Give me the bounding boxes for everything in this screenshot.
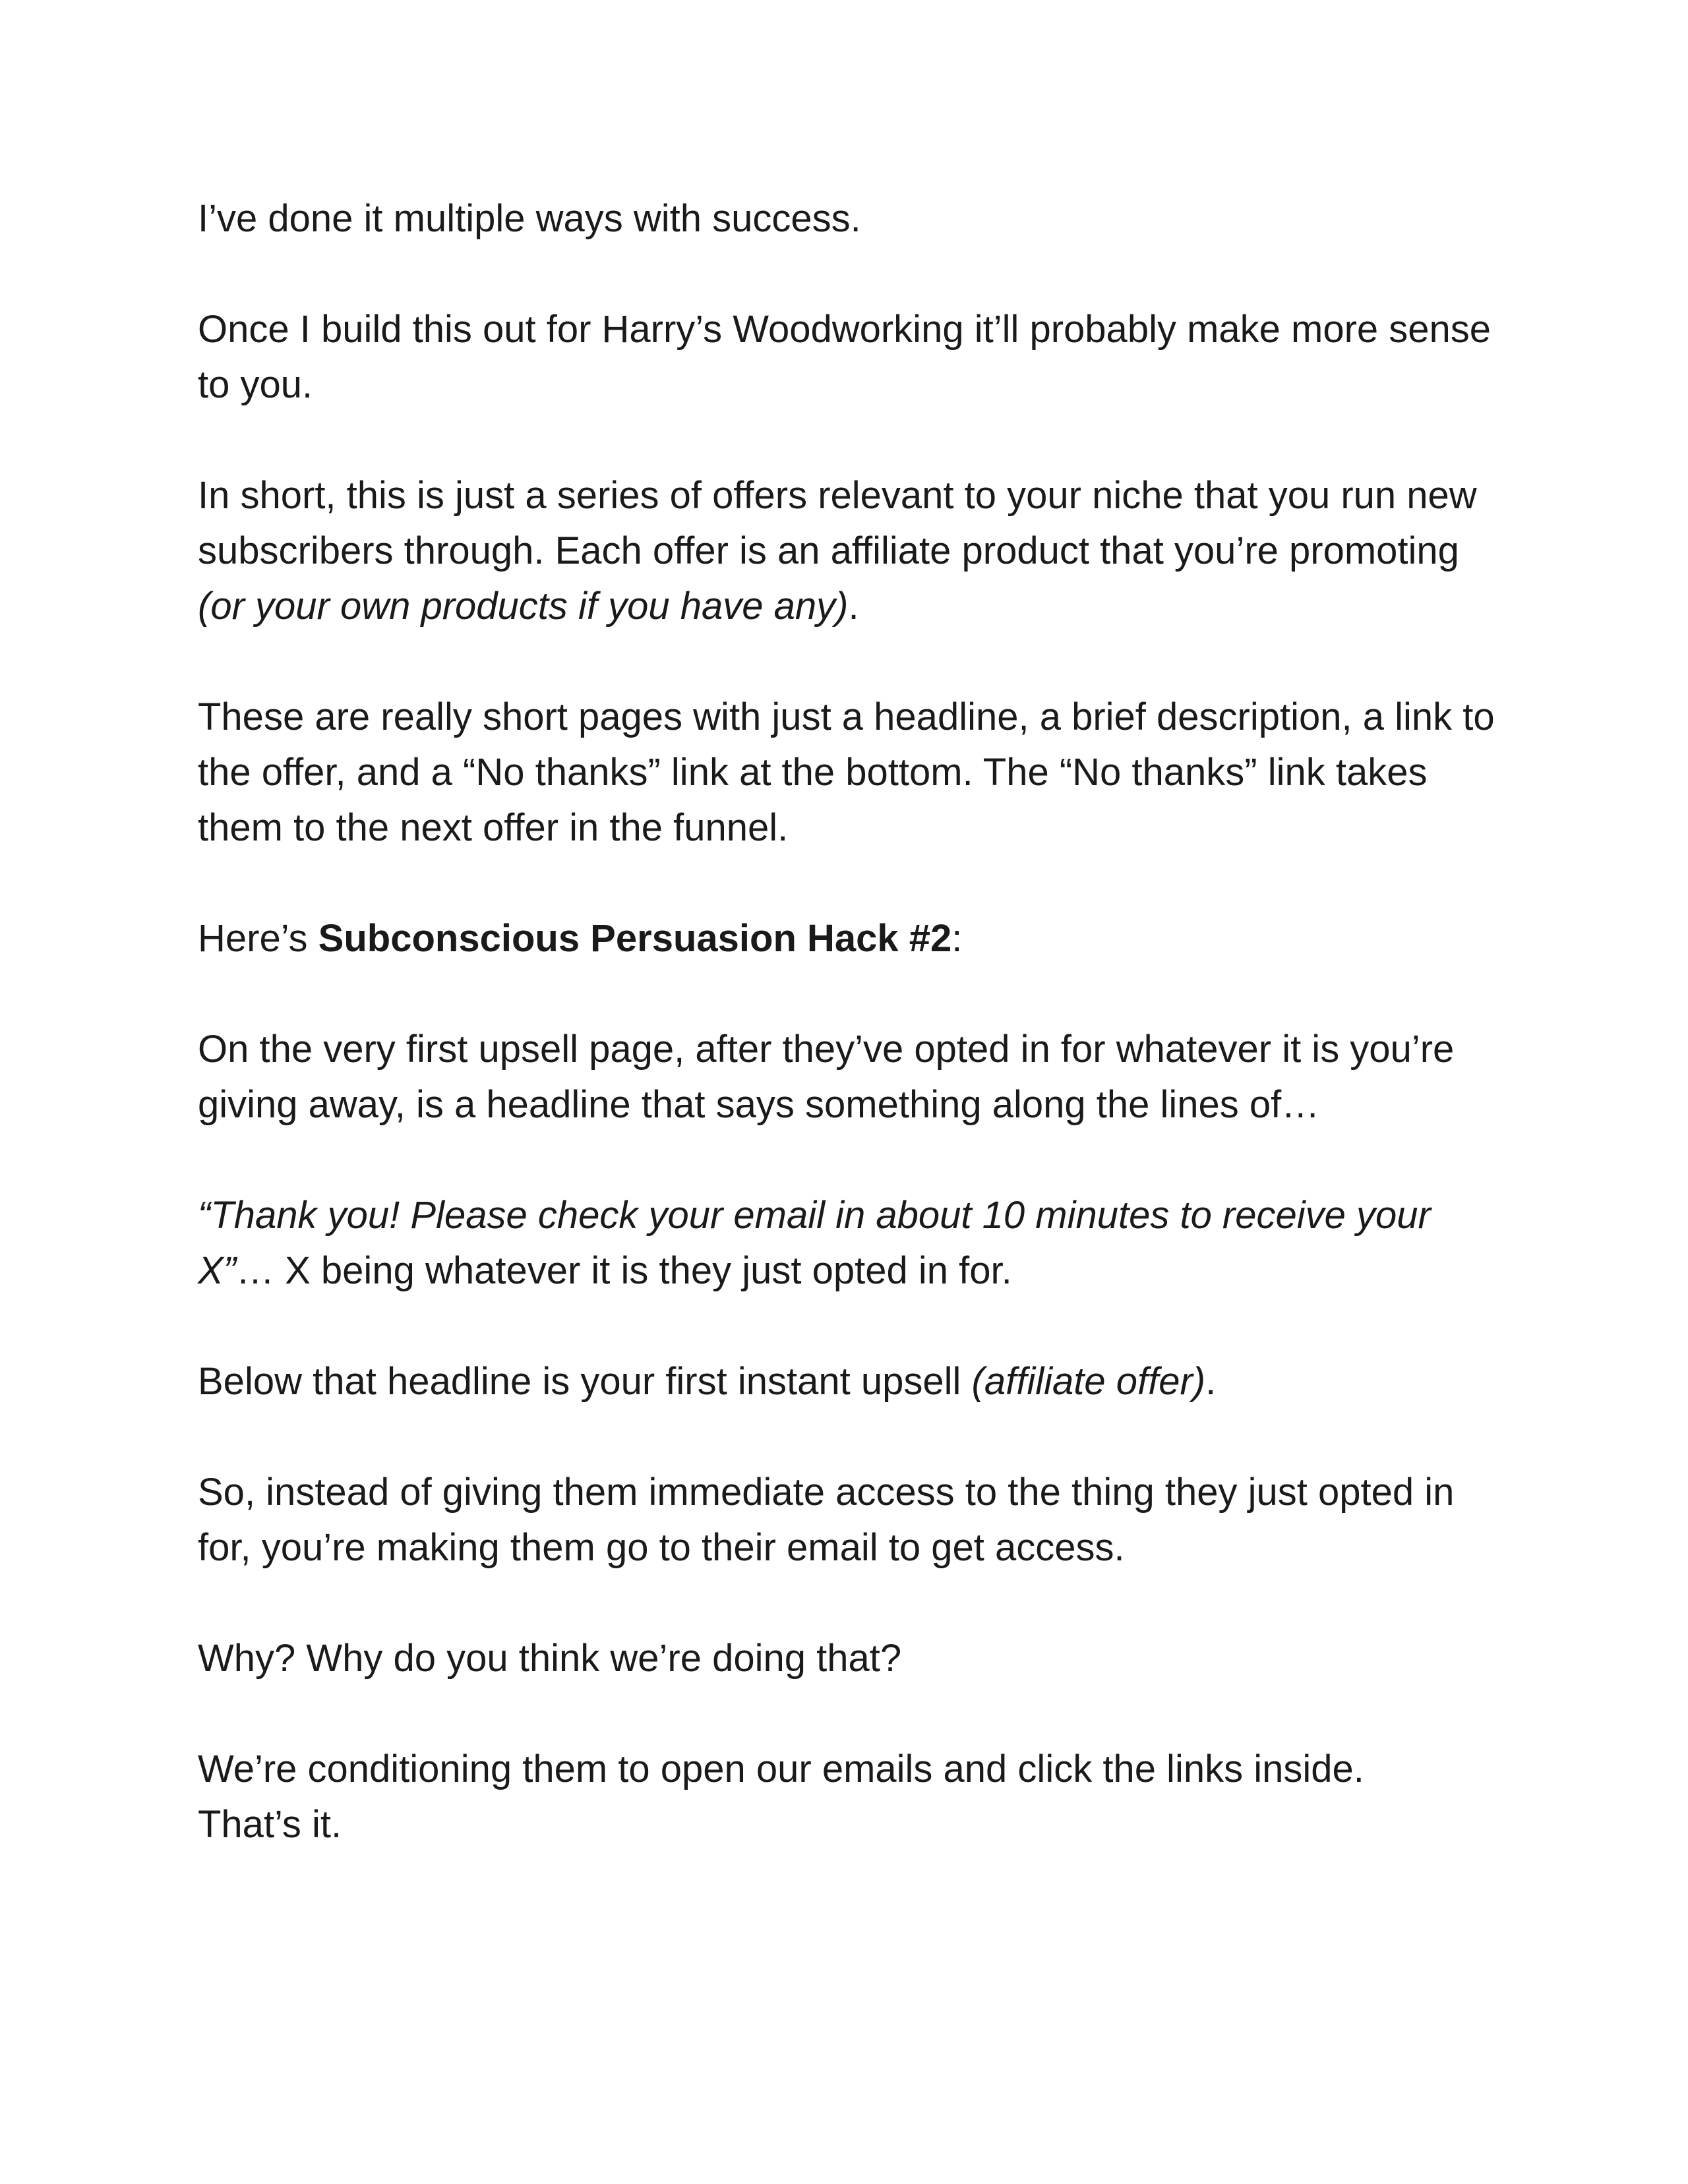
paragraph-3-text: In short, this is just a series of offers relevant to your niche that you run new subscribers through. Each offer is an affiliate product that you’re promoting [198,474,1477,572]
paragraph-7-italic: “Thank you! Please check your email in about 10 minutes to receive your X” [198,1194,1431,1292]
paragraph-5-suffix: : [951,917,963,960]
paragraph-7-text: … X being whatever it is they just opted in for. [236,1249,1012,1292]
paragraph-1-text: I’ve done it multiple ways with success. [198,197,861,240]
paragraph-1 [198,191,1503,247]
paragraph-8-text: Below that headline is your first instant upsell [198,1360,972,1403]
paragraph-10-text: Why? Why do you think we’re doing that? [198,1637,902,1680]
paragraph-8-end: . [1205,1360,1217,1403]
paragraph-6 [198,1022,1503,1133]
paragraph-10 [198,1631,1503,1686]
document-body [198,191,1503,1852]
paragraph-5 [198,911,1503,966]
paragraph-3-italic: (or your own products if you have any) [198,585,849,628]
paragraph-5-bold: Subconscious Persuasion Hack #2 [318,917,952,960]
paragraph-2 [198,302,1503,413]
paragraph-4 [198,690,1503,856]
paragraph-3 [198,468,1503,634]
paragraph-11 [198,1742,1503,1852]
paragraph-8 [198,1354,1503,1409]
paragraph-9 [198,1465,1503,1576]
paragraph-9-text: So, instead of giving them immediate access to the thing they just opted in for, you’re making them go to their email to get access. [198,1471,1455,1569]
paragraph-5-prefix: Here’s [198,917,318,960]
paragraph-2-text: Once I build this out for Harry’s Woodworking it’ll probably make more sense to you. [198,308,1492,406]
paragraph-4-text: These are really short pages with just a headline, a brief description, a link to the offer, and a “No thanks” link at the bottom. The “No thanks” link takes them to the next offer in the funnel. [198,695,1495,849]
paragraph-3-end: . [848,585,859,628]
paragraph-6-text: On the very first upsell page, after they’ve opted in for whatever it is you’re giving away, is a headline that says something along the lines of… [198,1028,1455,1126]
paragraph-7 [198,1188,1503,1299]
paragraph-8-italic: (affiliate offer) [971,1360,1206,1403]
paragraph-11-line-1: We’re conditioning them to open our emails and click the links inside. [198,1748,1364,1790]
paragraph-11-line-2: That’s it. [198,1803,342,1846]
